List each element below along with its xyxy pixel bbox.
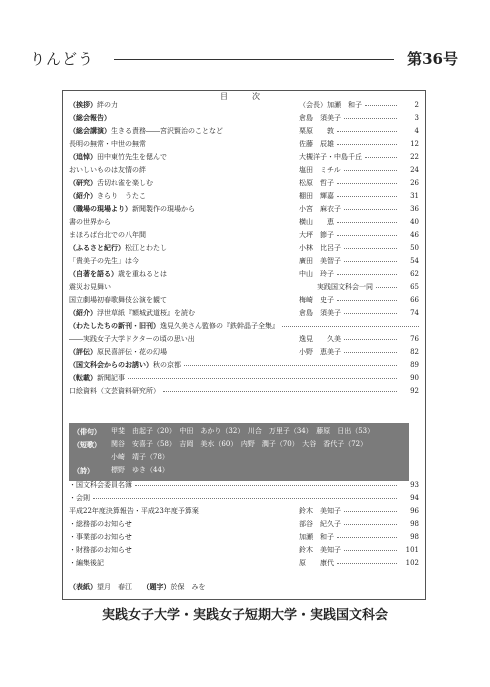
dot-leader: [337, 131, 397, 132]
entry-title-group: [69, 333, 195, 345]
entry-title: 歳を重ねるとは: [118, 270, 167, 278]
entry-title-group: [69, 505, 199, 517]
entry-title: おいしいものは友情の絆: [69, 166, 146, 174]
entry-author: 塩田 ミチル: [299, 166, 341, 174]
entry-page: 102: [405, 559, 419, 567]
entry-author: 大槻洋子・中島千丘: [299, 153, 362, 161]
toc-entry: [69, 255, 419, 267]
entry-title: きらり うたこ: [97, 192, 146, 200]
dot-leader: [282, 326, 419, 327]
entry-title: ・財務部のお知らせ: [69, 546, 132, 554]
entry-category: （自著を語る）: [69, 269, 118, 278]
toc-entry: [69, 372, 419, 384]
entry-page: 4: [414, 127, 419, 135]
entry-title-group: [69, 531, 132, 543]
dot-leader: [344, 550, 397, 551]
toc-entry: [69, 359, 419, 371]
entry-title: 新聞記事: [97, 374, 125, 382]
poem-contributors: 関谷 安喜子（58） 吉岡 美水（60） 内野 潤子（70） 大谷 香代子（72）: [111, 440, 368, 448]
publisher-footer: 実践女子大学・実践女子短期大学・実践国文科会: [101, 608, 388, 623]
entry-page: 90: [410, 374, 419, 382]
entry-author: 横山 恵: [299, 218, 334, 226]
entry-author: 加瀬 和子: [299, 533, 334, 541]
entry-page: 31: [410, 192, 419, 200]
entry-page: 40: [410, 218, 419, 226]
cover-credits: [69, 581, 419, 593]
dot-leader: [128, 378, 397, 379]
toc-entry: [69, 320, 419, 332]
entry-page: 66: [410, 296, 419, 304]
dot-leader: [344, 339, 397, 340]
entry-page: 101: [405, 546, 419, 554]
entry-page: 24: [410, 166, 419, 174]
entry-author: 廣田 美智子: [299, 257, 341, 265]
poem-contributors: 小崎 靖子（78）: [111, 453, 169, 461]
poem-genre-label: （俳句）: [73, 427, 101, 436]
entry-author: （会長）加瀬 和子: [299, 101, 362, 109]
entry-author: 梅崎 史子: [299, 296, 334, 304]
dot-leader: [337, 183, 397, 184]
entry-title-group: [69, 479, 132, 491]
entry-title: 書の世界から: [69, 218, 111, 226]
toc-entry: [69, 151, 419, 163]
entry-title-group: [69, 268, 167, 280]
entry-title-group: [69, 359, 181, 371]
entry-title: 震災お見舞い: [69, 283, 111, 291]
toc-entry: [69, 138, 419, 150]
entry-title-group: [69, 99, 118, 111]
entry-title-group: [69, 190, 146, 202]
entry-author: 逸見 久美: [299, 335, 341, 343]
entry-title: 松江とわたし: [125, 244, 167, 252]
toc-entry: [69, 216, 419, 228]
entry-title: 田中東竹先生を偲んで: [97, 153, 167, 161]
entry-category: （紹介）: [69, 191, 97, 200]
entry-title: 平成22年度決算報告・平成23年度予算案: [69, 507, 199, 515]
calligraphy-label: （題字）: [146, 582, 171, 591]
entry-page: 93: [410, 481, 419, 489]
entry-page: 98: [410, 533, 419, 541]
entry-author: 栗原 敦: [299, 127, 334, 135]
dot-leader: [344, 261, 397, 262]
entry-page: 92: [410, 387, 419, 395]
toc-entry: [69, 505, 419, 517]
toc-entry: [69, 518, 419, 530]
entry-title: 長明の無常・中世の無常: [69, 140, 146, 148]
dot-leader: [337, 222, 397, 223]
entry-title: ――実践女子大学ドクターの頃の思い出: [69, 335, 195, 343]
poem-entry: [69, 451, 409, 464]
entry-title: 原民喜評伝・花の幻場: [97, 348, 167, 356]
entry-page: 36: [410, 205, 419, 213]
entry-category: （紹介）: [69, 308, 97, 317]
entry-title-group: [69, 518, 132, 530]
dot-leader: [344, 209, 397, 210]
entry-category: （総会講演）: [69, 126, 111, 135]
poem-entry: [69, 438, 409, 451]
dot-leader: [344, 511, 397, 512]
entry-author: 鈴木 美知子: [299, 546, 341, 554]
entry-title-group: [69, 242, 167, 254]
spacer: [132, 583, 146, 591]
toc-heading-text: 目 次: [202, 92, 286, 101]
entry-page: 50: [410, 244, 419, 252]
entry-category: （転載）: [69, 373, 97, 382]
dot-leader: [344, 248, 397, 249]
toc-entry: [69, 346, 419, 358]
toc-entry: [69, 177, 419, 189]
entry-category: （追悼）: [69, 152, 97, 161]
entry-page: 2: [414, 101, 419, 109]
toc-entry: [69, 164, 419, 176]
toc-entry: [69, 492, 419, 504]
cover-artist: 望月 春江: [97, 583, 132, 591]
dot-leader: [337, 300, 397, 301]
toc-entry: [69, 99, 419, 111]
entry-page: 82: [410, 348, 419, 356]
toc-entry: [69, 385, 419, 397]
entry-title: 逸見久美さん監修の『鉄幹晶子全集』: [160, 322, 279, 330]
dot-leader: [344, 352, 397, 353]
entry-title: 秋の京都: [153, 361, 181, 369]
entry-title: ・事業部のお知らせ: [69, 533, 132, 541]
toc-entry: [69, 242, 419, 254]
poem-contributors: 標野 ゆき（44）: [111, 466, 169, 474]
entry-title-group: [69, 255, 139, 267]
entry-title: 新聞製作の現場から: [132, 205, 195, 213]
entry-page: 76: [410, 335, 419, 343]
entry-title-group: [69, 138, 146, 150]
dot-leader: [365, 157, 397, 158]
header-rule: [114, 59, 394, 60]
dot-leader: [344, 313, 397, 314]
entry-title-group: [69, 151, 167, 163]
dot-leader: [365, 105, 397, 106]
entry-category: （評伝）: [69, 347, 97, 356]
entry-title-group: [69, 216, 111, 228]
entry-category: （挨拶）: [69, 100, 97, 109]
entry-category: （総会報告）: [69, 113, 111, 122]
dot-leader: [337, 144, 397, 145]
entry-title-group: [69, 557, 104, 569]
entry-author: 鈴木 美知子: [299, 507, 341, 515]
entry-page: 74: [410, 309, 419, 317]
entry-title-group: [69, 320, 279, 332]
entry-category: （わたしたちの新刊・旧刊）: [69, 321, 160, 330]
dot-leader: [344, 118, 397, 119]
page-header: [30, 48, 458, 70]
entry-title: 生きる責務――宮沢賢治のことなど: [111, 127, 223, 135]
entry-author: 小林 比呂子: [299, 244, 341, 252]
entry-title-group: [69, 164, 146, 176]
poem-entry: [69, 425, 409, 438]
entry-author: 実践国文科会一同: [317, 283, 373, 291]
entry-author: 松原 哲子: [299, 179, 334, 187]
entry-category: （職場の現場より）: [69, 204, 132, 213]
dot-leader: [93, 498, 397, 499]
toc-entry: [69, 557, 419, 569]
dot-leader: [337, 274, 397, 275]
entry-title: 舌切れ雀を楽しむ: [97, 179, 153, 187]
entry-title: 「貴美子の先生」は今: [69, 257, 139, 265]
entry-page: 65: [410, 283, 419, 291]
entry-title-group: [69, 203, 195, 215]
entry-page: 26: [410, 179, 419, 187]
entry-title-group: [69, 372, 125, 384]
poem-genre-label: （短歌）: [73, 440, 101, 449]
dot-leader: [184, 365, 397, 366]
entry-title-group: [69, 346, 167, 358]
entry-page: 96: [410, 507, 419, 515]
entry-category: （研究）: [69, 178, 97, 187]
entry-title: ・編集後記: [69, 559, 104, 567]
dot-leader: [163, 391, 397, 392]
entry-title: まほろば台北での八年間: [69, 231, 146, 239]
entry-category: （ふるさと紀行）: [69, 243, 125, 252]
entry-category: （国文科会からのお誘い）: [69, 360, 153, 369]
entry-title: ・総務部のお知らせ: [69, 520, 132, 528]
calligraphy-artist: 於保 みを: [170, 583, 206, 591]
dot-leader: [135, 485, 397, 486]
cover-label: （表紙）: [69, 582, 97, 591]
entry-title: 国立劇場初春歌舞伎公演を観て: [69, 296, 167, 304]
entry-title: ・会則: [69, 494, 90, 502]
entry-author: 小宮 麻衣子: [299, 205, 341, 213]
journal-title: りんどう: [30, 50, 95, 68]
toc-entry: [69, 112, 419, 124]
entry-title-group: [69, 294, 167, 306]
toc-entry: [69, 190, 419, 202]
poem-entry: [69, 464, 409, 477]
entry-title-group: [69, 281, 111, 293]
toc-entry: [69, 544, 419, 556]
poem-contributors: 甲斐 由起子（20） 中田 あかり（32） 川合 万里子（34） 藤原 日出（53）: [111, 427, 375, 435]
issue-number: 第36号: [407, 50, 458, 68]
entry-author: 倉島 須美子: [299, 114, 341, 122]
entry-title-group: [69, 112, 111, 124]
entry-author: 中山 玲子: [299, 270, 334, 278]
dot-leader: [376, 287, 397, 288]
entry-title-group: [69, 229, 146, 241]
dot-leader: [344, 524, 397, 525]
dot-leader: [337, 235, 397, 236]
entry-author: 部谷 紀久子: [299, 520, 341, 528]
toc-entry: [69, 333, 419, 345]
entry-page: 62: [410, 270, 419, 278]
poem-genre-label: （詩）: [73, 466, 94, 475]
entry-page: 12: [410, 140, 419, 148]
toc-entry: [69, 531, 419, 543]
toc-entry: [69, 125, 419, 137]
entry-title: 絆の力: [97, 101, 118, 109]
entry-page: 3: [414, 114, 419, 122]
toc-entry: [69, 229, 419, 241]
entry-title-group: [69, 125, 223, 137]
entry-page: 22: [410, 153, 419, 161]
table-of-contents: [62, 90, 426, 600]
entry-page: 98: [410, 520, 419, 528]
entry-title-group: [69, 307, 195, 319]
entry-author: 小野 恵美子: [299, 348, 341, 356]
toc-entry: [69, 294, 419, 306]
entry-author: 佐藤 辰雄: [299, 140, 334, 148]
entry-title: ・国文科会委員名簿: [69, 481, 132, 489]
entry-title-group: [69, 385, 160, 397]
entry-page: 54: [410, 257, 419, 265]
dot-leader: [337, 563, 397, 564]
entry-title-group: [69, 492, 90, 504]
entry-page: 89: [410, 361, 419, 369]
entry-author: 倉島 須美子: [299, 309, 341, 317]
toc-entry: [69, 268, 419, 280]
entry-title-group: [69, 544, 132, 556]
dot-leader: [344, 170, 397, 171]
toc-entry: [69, 281, 419, 293]
entry-author: 原 康代: [299, 559, 334, 567]
entry-title-group: [69, 177, 153, 189]
toc-entry: [69, 479, 419, 491]
toc-entry: [69, 203, 419, 215]
entry-author: 棚田 輝嘉: [299, 192, 334, 200]
entry-page: 94: [410, 494, 419, 502]
dot-leader: [337, 196, 397, 197]
entry-page: 46: [410, 231, 419, 239]
toc-entry: [69, 307, 419, 319]
entry-author: 大坪 節子: [299, 231, 334, 239]
entry-title: 口絵資料（文芸資料研究所）: [69, 387, 160, 395]
entry-title: 浮世草紙『額城武道桜』を読む: [97, 309, 195, 317]
dot-leader: [337, 537, 397, 538]
